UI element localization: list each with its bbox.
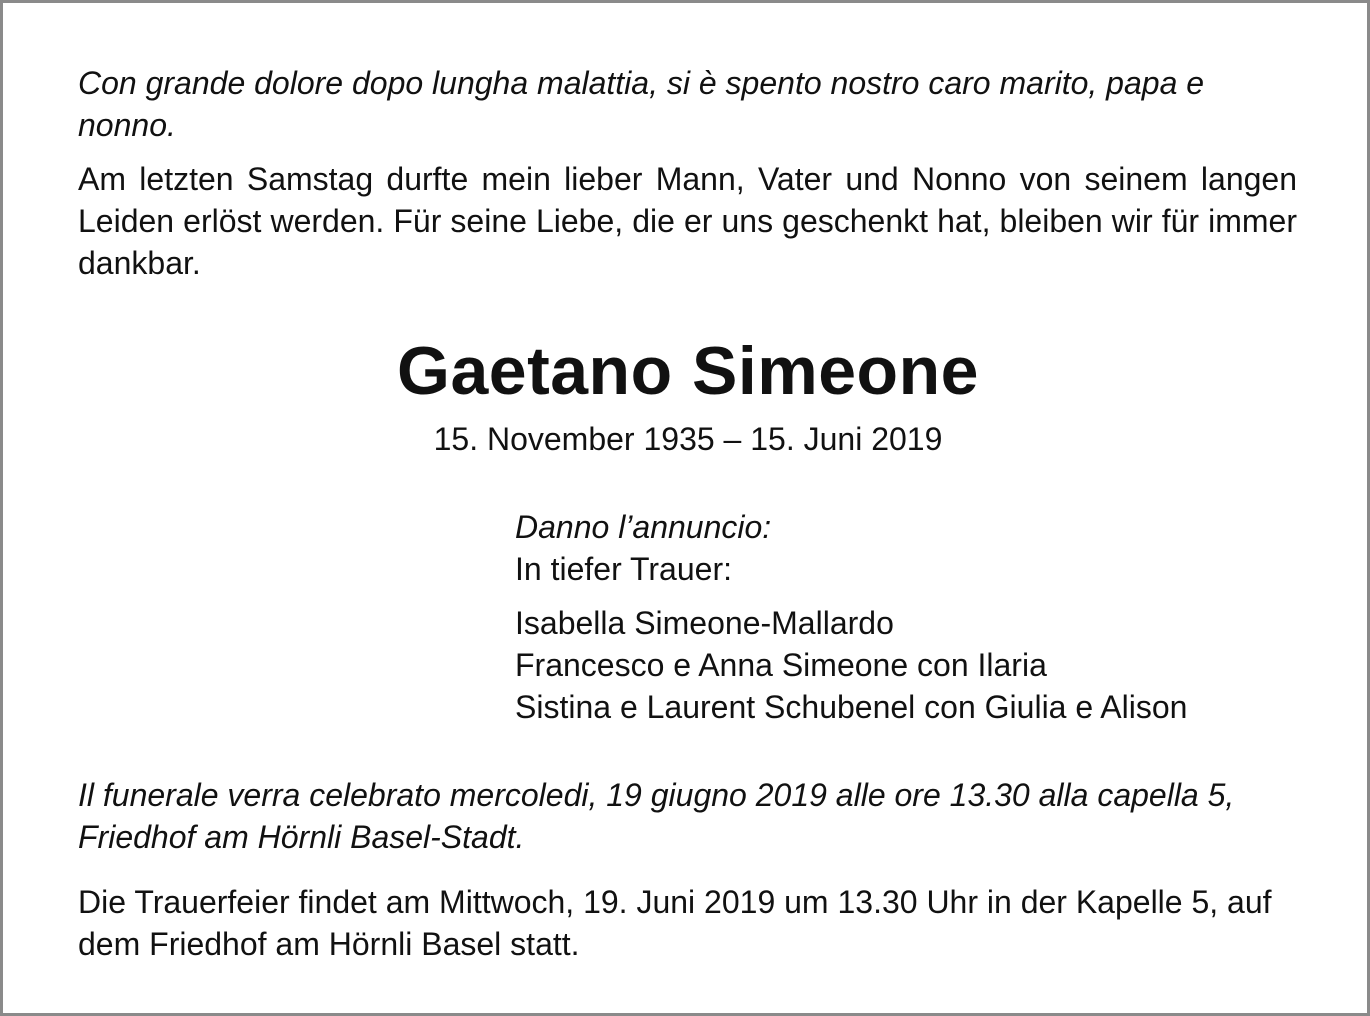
mourners-list [515, 602, 1315, 728]
intro-text-italian: Con grande dolore dopo lungha malattia, si è spento nostro caro marito, papa e nonno. [78, 65, 1205, 143]
mourner-line: Sistina e Laurent Schubenel con Giulia e Alison [515, 689, 1188, 725]
funeral-info-german: Die Trauerfeier findet am Mittwoch, 19. Juni 2019 um 13.30 Uhr in der Kapelle 5, auf dem Friedhof am Hörnli Basel statt. [78, 884, 1272, 962]
life-dates: 15. November 1935 – 15. Juni 2019 [433, 421, 943, 457]
deceased-name: Gaetano Simeone [397, 333, 979, 409]
announcement-block [515, 506, 1315, 728]
announce-label-german: In tiefer Trauer: [515, 551, 732, 587]
mourner-line: Isabella Simeone-Mallardo [515, 605, 894, 641]
announce-label-italian: Danno l’annuncio: [515, 509, 772, 545]
intro-text-german: Am letzten Samstag durfte mein lieber Mann, Vater und Nonno von seinem langen Leiden erlöst werden. Für seine Liebe, die er uns geschenkt hat, bleiben wir für immer dankbar. [78, 161, 1297, 281]
funeral-info-italian: Il funerale verra celebrato mercoledi, 19 giugno 2019 alle ore 13.30 alla capella 5, Friedhof am Hörnli Basel-Stadt. [78, 777, 1235, 855]
mourner-line: Francesco e Anna Simeone con Ilaria [515, 647, 1047, 683]
